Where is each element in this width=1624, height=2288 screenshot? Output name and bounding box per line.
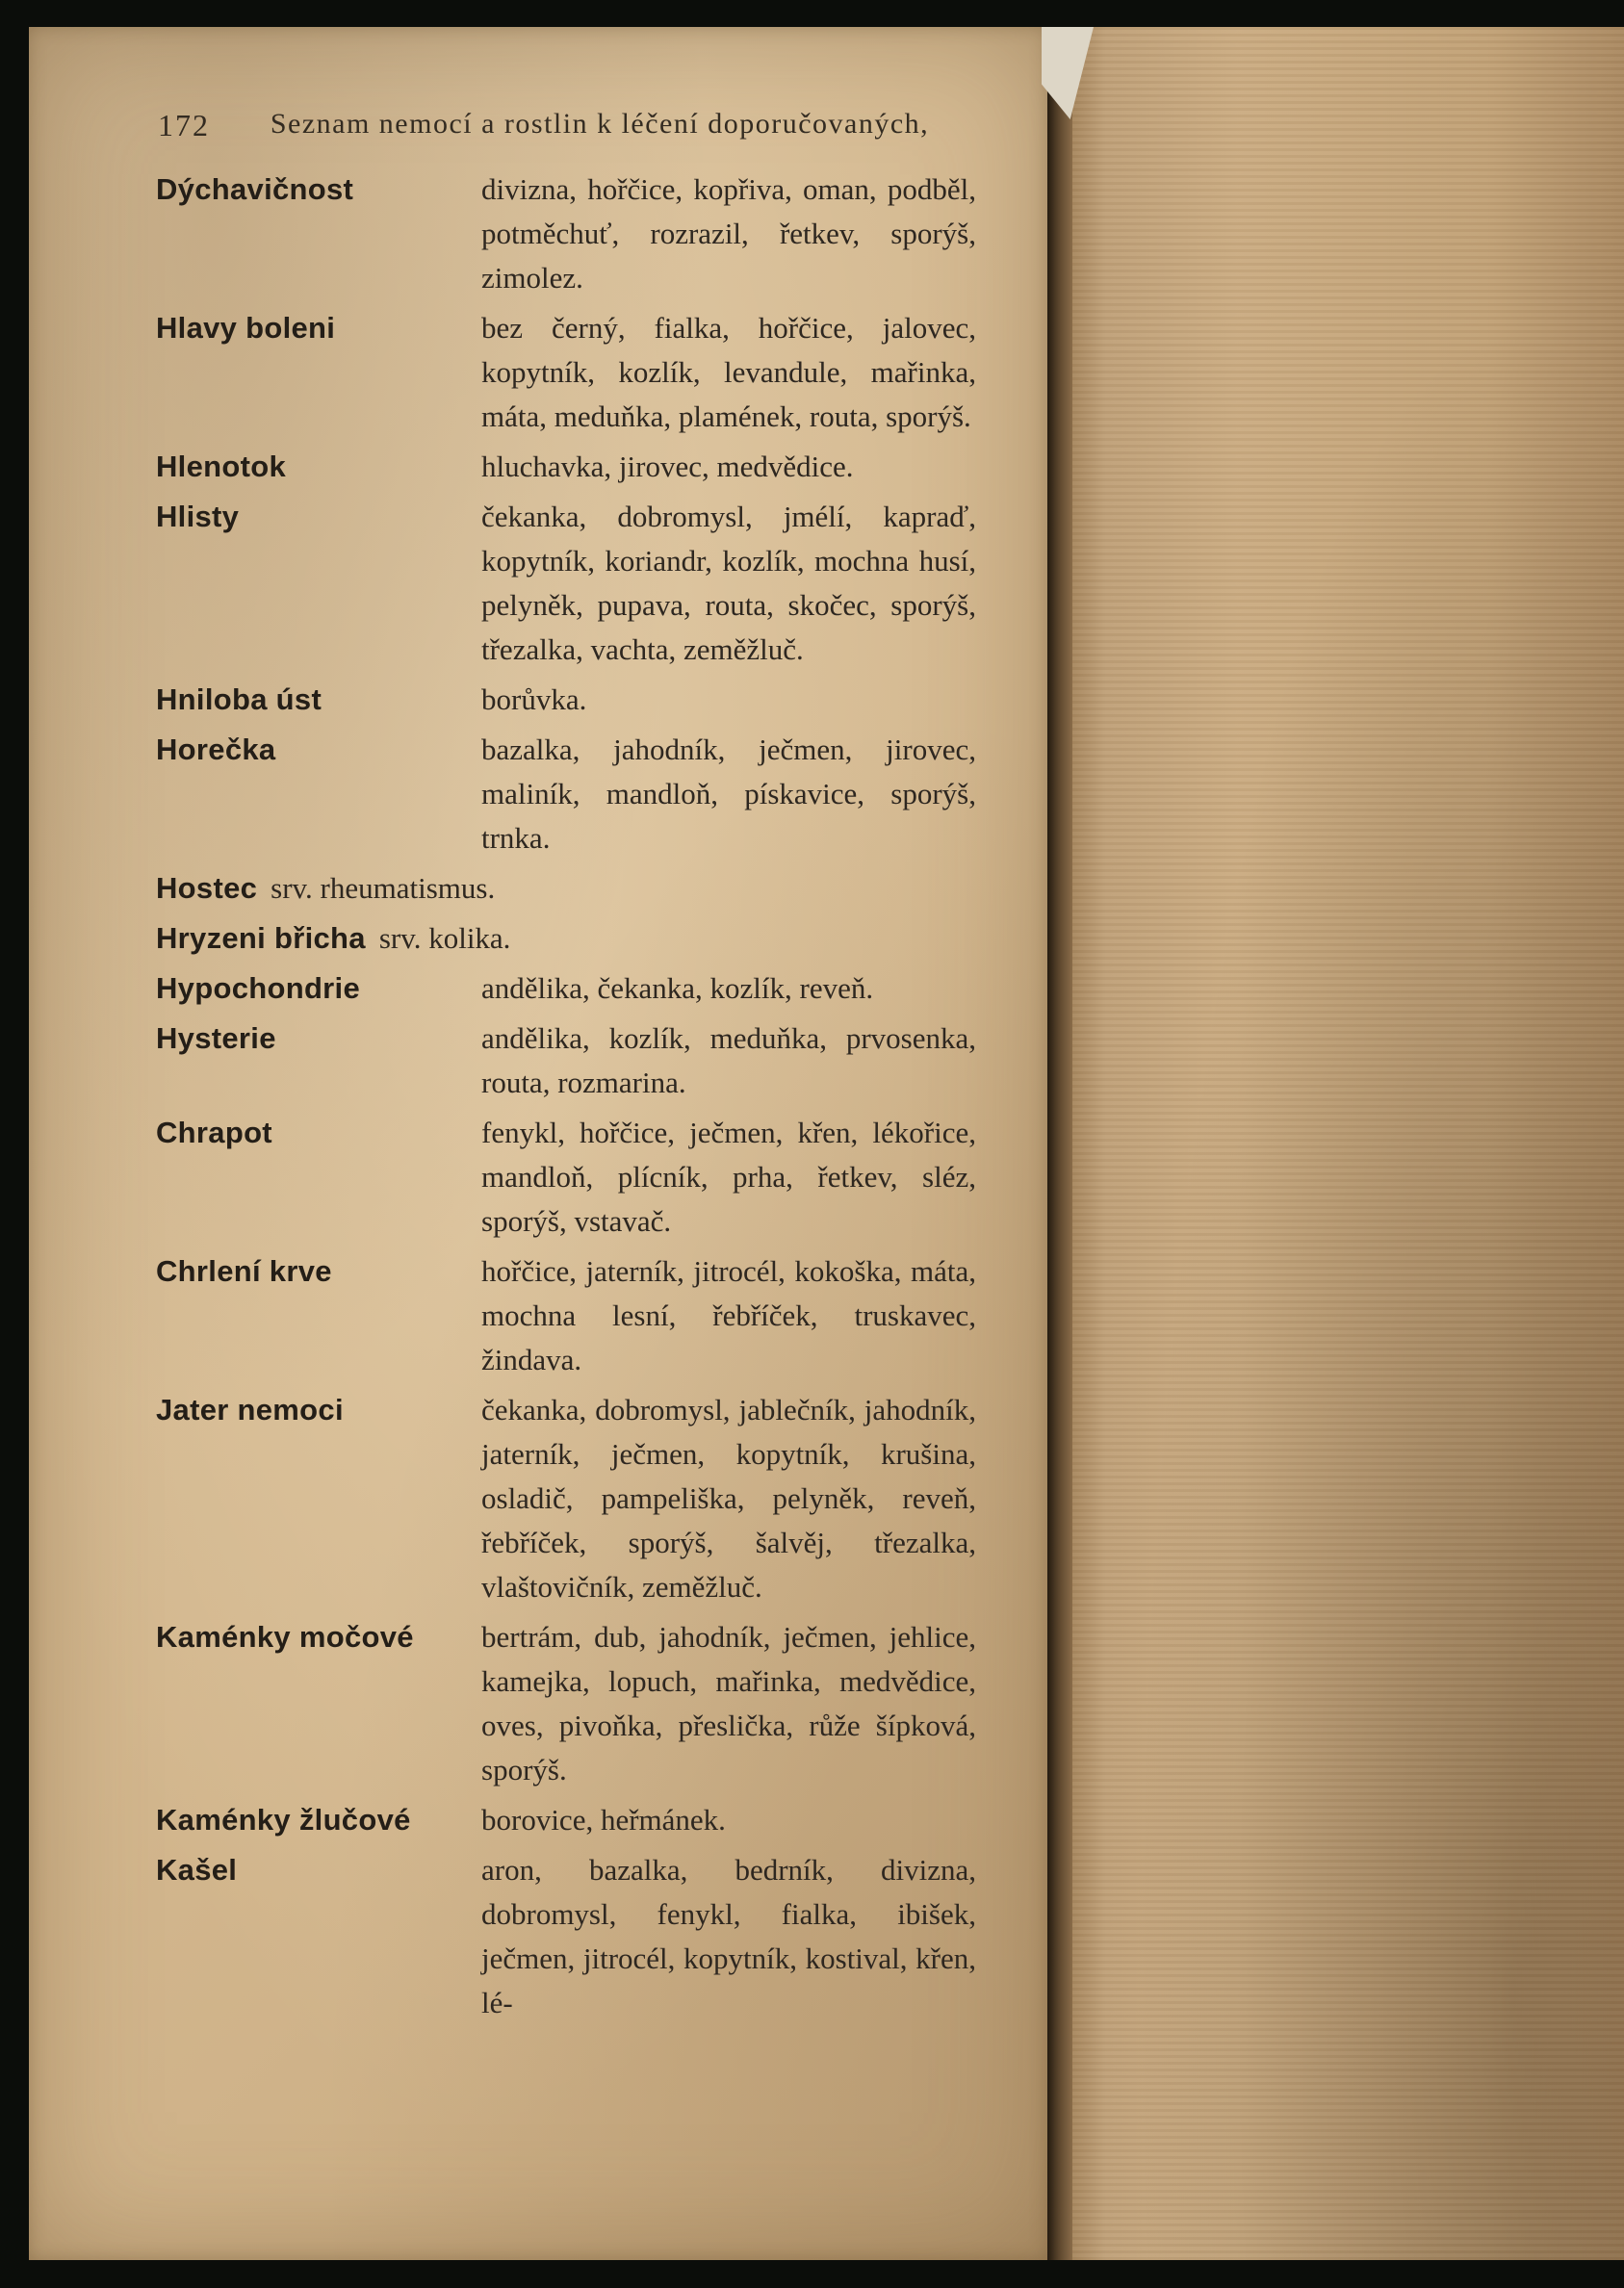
plant-list: aron, bazalka, bedrník, divizna, dobromysl, fenykl, fialka, ibišek, ječmen, jitrocél, kopytník, kostival, křen, lé- xyxy=(481,1853,976,2019)
disease-term: Hysterie xyxy=(156,1021,276,1055)
disease-term: Kašel xyxy=(156,1853,238,1887)
entry-row xyxy=(156,678,976,722)
disease-term: Kaménky močové xyxy=(156,1620,414,1654)
entries-list xyxy=(156,167,976,2031)
plant-list: andělika, kozlík, meduňka, prvosenka, routa, rozmarina. xyxy=(481,1021,976,1099)
entry-row xyxy=(156,1615,976,1792)
cross-reference: srv. rheumatismus. xyxy=(271,871,496,905)
disease-term: Kaménky žlučové xyxy=(156,1803,411,1837)
disease-term: Hypochondrie xyxy=(156,971,361,1005)
plant-list: bazalka, jahodník, ječmen, jirovec, maliník, mandloň, pískavice, sporýš, trnka. xyxy=(481,733,976,855)
entry-row xyxy=(156,167,976,300)
entry-row xyxy=(156,966,976,1011)
disease-term: Hryzeni břicha xyxy=(156,921,366,955)
disease-term: Horečka xyxy=(156,733,276,766)
plant-list: borůvka. xyxy=(481,682,587,716)
disease-term: Hniloba úst xyxy=(156,682,322,716)
entry-row xyxy=(156,728,976,861)
entry-row-cross-reference xyxy=(156,916,976,961)
plant-list: bez černý, fialka, hořčice, jalovec, kopytník, kozlík, levandule, mařinka, máta, meduňka, plamének, routa, sporýš. xyxy=(481,311,976,433)
disease-term: Chrapot xyxy=(156,1116,272,1149)
cross-reference: srv. kolika. xyxy=(378,921,511,955)
disease-term: Jater nemoci xyxy=(156,1393,344,1427)
entry-row xyxy=(156,1388,976,1609)
disease-term: Hlavy boleni xyxy=(156,311,336,345)
disease-term: Hlenotok xyxy=(156,450,287,483)
entry-row xyxy=(156,1111,976,1244)
plant-list: čekanka, dobromysl, jmélí, kapraď, kopytník, koriandr, kozlík, mochna husí, pelyněk, pupava, routa, skočec, sporýš, třezalka, vachta, zeměžluč. xyxy=(481,500,976,666)
plant-list: bertrám, dub, jahodník, ječmen, jehlice, kamejka, lopuch, mařinka, medvědice, oves, pivoňka, přeslička, růže šípková, sporýš. xyxy=(481,1620,976,1787)
entry-row xyxy=(156,1848,976,2025)
book-fore-edge xyxy=(1072,27,1624,2260)
entry-row-cross-reference xyxy=(156,866,976,911)
entry-row xyxy=(156,1016,976,1105)
entry-row xyxy=(156,495,976,672)
disease-term: Chrlení krve xyxy=(156,1254,332,1288)
disease-term: Hostec xyxy=(156,871,258,905)
entry-row xyxy=(156,306,976,439)
plant-list: fenykl, hořčice, ječmen, křen, lékořice, mandloň, plícník, prha, řetkev, sléz, sporýš, vstavač. xyxy=(481,1116,976,1238)
plant-list: hluchavka, jirovec, medvědice. xyxy=(481,450,854,483)
plant-list: divizna, hořčice, kopřiva, oman, podběl, potměchuť, rozrazil, řetkev, sporýš, zimolez. xyxy=(481,172,976,295)
plant-list: čekanka, dobromysl, jablečník, jahodník, jaterník, ječmen, kopytník, krušina, osladič, pampeliška, pelyněk, reveň, řebříček, sporýš, šalvěj, třezalka, vlaštovičník, zeměžluč. xyxy=(481,1393,976,1604)
page-number: 172 xyxy=(158,108,210,142)
disease-term: Hlisty xyxy=(156,500,240,533)
plant-list: andělika, čekanka, kozlík, reveň. xyxy=(481,971,874,1005)
disease-term: Dýchavičnost xyxy=(156,172,354,206)
gutter-shadow xyxy=(1047,27,1072,2260)
running-title: Seznam nemocí a rostlin k léčení doporučovaných, xyxy=(270,108,930,140)
entry-row xyxy=(156,1798,976,1842)
plant-list: borovice, heřmánek. xyxy=(481,1803,726,1837)
page-header xyxy=(156,108,976,150)
entry-row xyxy=(156,1249,976,1382)
plant-list: hořčice, jaterník, jitrocél, kokoška, máta, mochna lesní, řebříček, truskavec, žindava. xyxy=(481,1254,976,1376)
book-page xyxy=(29,27,1047,2260)
entry-row xyxy=(156,445,976,489)
